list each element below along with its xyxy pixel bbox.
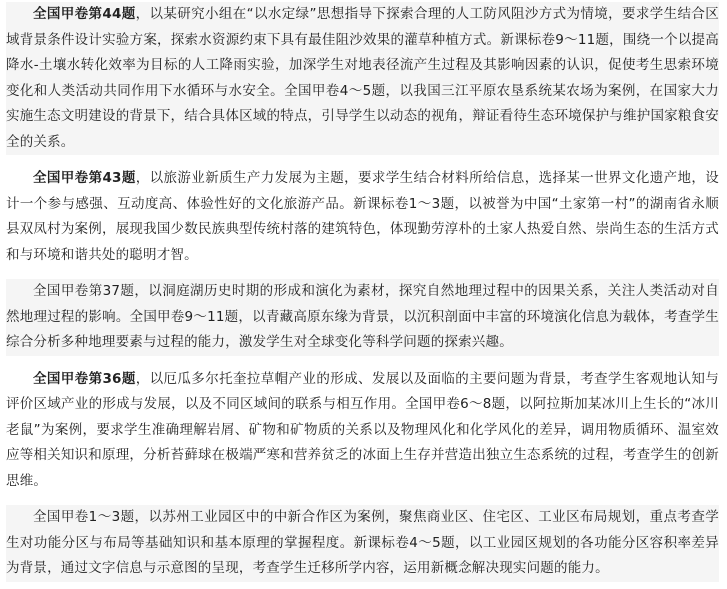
paragraph-text: ，以旅游业新质生产力发展为主题，要求学生结合材料所给信息，选择某一世界文化遗产地，设计一个参与感强、互动度高、体验性好的文化旅游产品。新课标卷1～3题，以被誉为中国“土家第一村”的湖南省永顺县双凤村为案例，展现我国少数民族典型传统村落的建筑特色，体现勤劳淳朴的土家人热爱自然、崇尚生态的生活方式和与环境和谐共处的聪明才智。 [6,170,719,263]
paragraph-2 [6,166,719,268]
paragraph-5 [6,505,719,582]
paragraph-lead: 全国甲卷第44题 [33,6,136,22]
paragraph-1 [6,2,719,155]
paragraph-text: 全国甲卷1～3题，以苏州工业园区中的中新合作区为案例，聚焦商业区、住宅区、工业区布局规划，重点考查学生对功能分区与布局等基础知识和基本原理的掌握程度。新课标卷4～5题，以工业园区规划的各功能分区容积率差异为背景，通过文字信息与示意图的呈现，考查学生迁移所学内容，运用新概念解决现实问题的能力。 [6,509,719,576]
paragraph-text: 全国甲卷第37题，以洞庭湖历史时期的形成和演化为素材，探究自然地理过程中的因果关系，关注人类活动对自然地理过程的影响。全国甲卷9～11题，以青藏高原东缘为背景，以沉积剖面中丰富的环境演化信息为载体，考查学生综合分析多种地理要素与过程的能力，激发学生对全球变化等科学问题的探索兴趣。 [6,283,719,350]
paragraph-text: ，以厄瓜多尔托奎拉草帽产业的形成、发展以及面临的主要问题为背景，考查学生客观地认知与评价区域产业的形成与发展，以及不同区域间的联系与相互作用。全国甲卷6～8题，以阿拉斯加某冰川上生长的“冰川老鼠”为案例，要求学生准确理解岩屑、矿物和矿物质的关系以及物理风化和化学风化的差异，调用物质循环、温室效应等相关知识和原理，分析苔藓球在极端严寒和营养贫乏的冰面上生存并营造出独立生态系统的过程，考查学生的创新思维。 [6,370,719,489]
paragraph-text: ，以某研究小组在“以水定绿”思想指导下探索合理的人工防风阻沙方式为情境，要求学生结合区域背景条件设计实验方案，探索水资源约束下具有最佳阻沙效果的灌草种植方式。新课标卷9～11题，围绕一个以提高降水-土壤水转化效率为目标的人工降雨实验，加深学生对地表径流产生过程及其影响因素的认识，促使考生思索环境变化和人类活动共同作用下水循环与水安全。全国甲卷4～5题，以我国三江平原农垦系统某农场为案例，在国家大力实施生态文明建设的背景下，结合具体区域的特点，引导学生以动态的视角，辩证看待生态环境保护与维护国家粮食安全的关系。 [6,6,719,150]
paragraph-3 [6,279,719,356]
paragraph-lead: 全国甲卷第36题 [33,370,136,387]
paragraph-lead: 全国甲卷第43题 [33,170,136,186]
paragraph-4 [6,367,719,495]
